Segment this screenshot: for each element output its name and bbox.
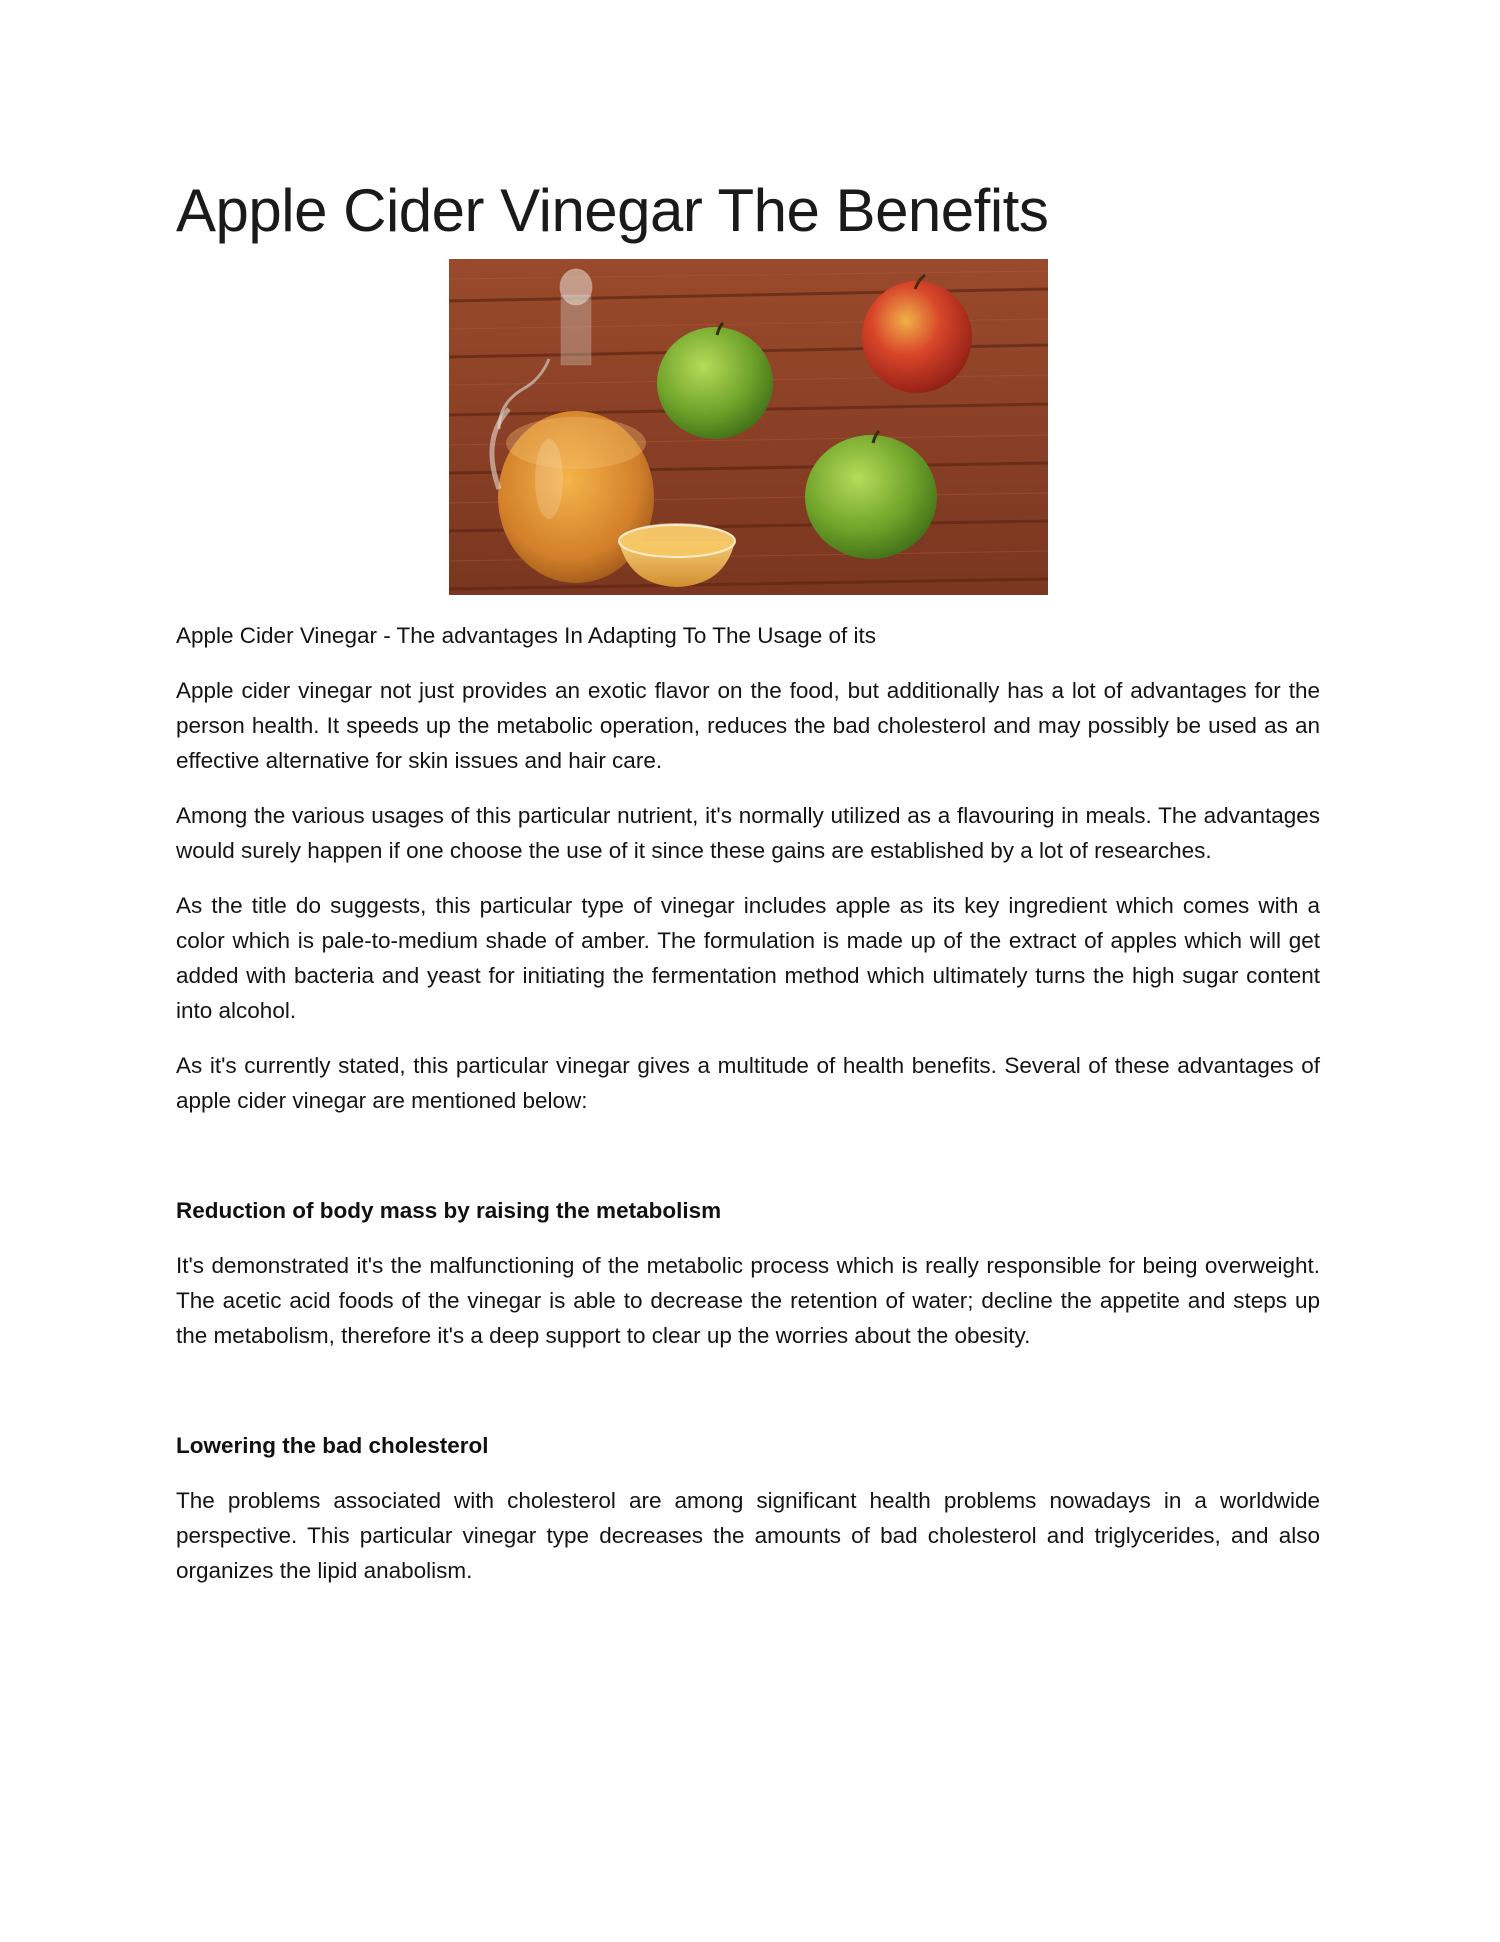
paragraph: As it's currently stated, this particular vinegar gives a multitude of health benefits. Several of these advantages of apple cider vinegar are mentioned below: [176,1053,1320,1113]
intro-line: Apple Cider Vinegar - The advantages In Adapting To The Usage of its [176,623,877,648]
paragraph: As the title do suggests, this particular type of vinegar includes apple as its key ingredient which comes with a color which is pale-to-medium shade of amber. The formulation is made up of the extract of apples which will get added with bacteria and yeast for initiating the fermentation method which ultimately turns the high sugar content into alcohol. [176,893,1320,1023]
paragraph: Among the various usages of this particular nutrient, it's normally utilized as a flavouring in meals. The advantages would surely happen if one choose the use of it since these gains are established by a lot of researches. [176,803,1320,863]
photo-illustration [449,259,1048,595]
section-heading: Reduction of body mass by raising the metabolism [176,1198,722,1223]
paragraph: Apple cider vinegar not just provides an exotic flavor on the food, but additionally has a lot of advantages for the person health. It speeds up the metabolic operation, reduces the bad cholesterol and may possibly be used as an effective alternative for skin issues and hair care. [176,678,1320,773]
document-body [176,618,1320,1608]
section-spacer [176,1373,1320,1428]
section-spacer [176,1138,1320,1193]
section-heading: Lowering the bad cholesterol [176,1433,489,1458]
document-title: Apple Cider Vinegar The Benefits [176,177,1049,244]
apple-cider-vinegar-photo [449,259,1048,595]
section-body: It's demonstrated it's the malfunctioning of the metabolic process which is really responsible for being overweight. The acetic acid foods of the vinegar is able to decrease the retention of water; decline the appetite and steps up the metabolism, therefore it's a deep support to clear up the worries about the obesity. [176,1253,1320,1348]
section-body: The problems associated with cholesterol are among significant health problems nowadays in a worldwide perspective. This particular vinegar type decreases the amounts of bad cholesterol and triglycerides, and also organizes the lipid anabolism. [176,1488,1320,1583]
